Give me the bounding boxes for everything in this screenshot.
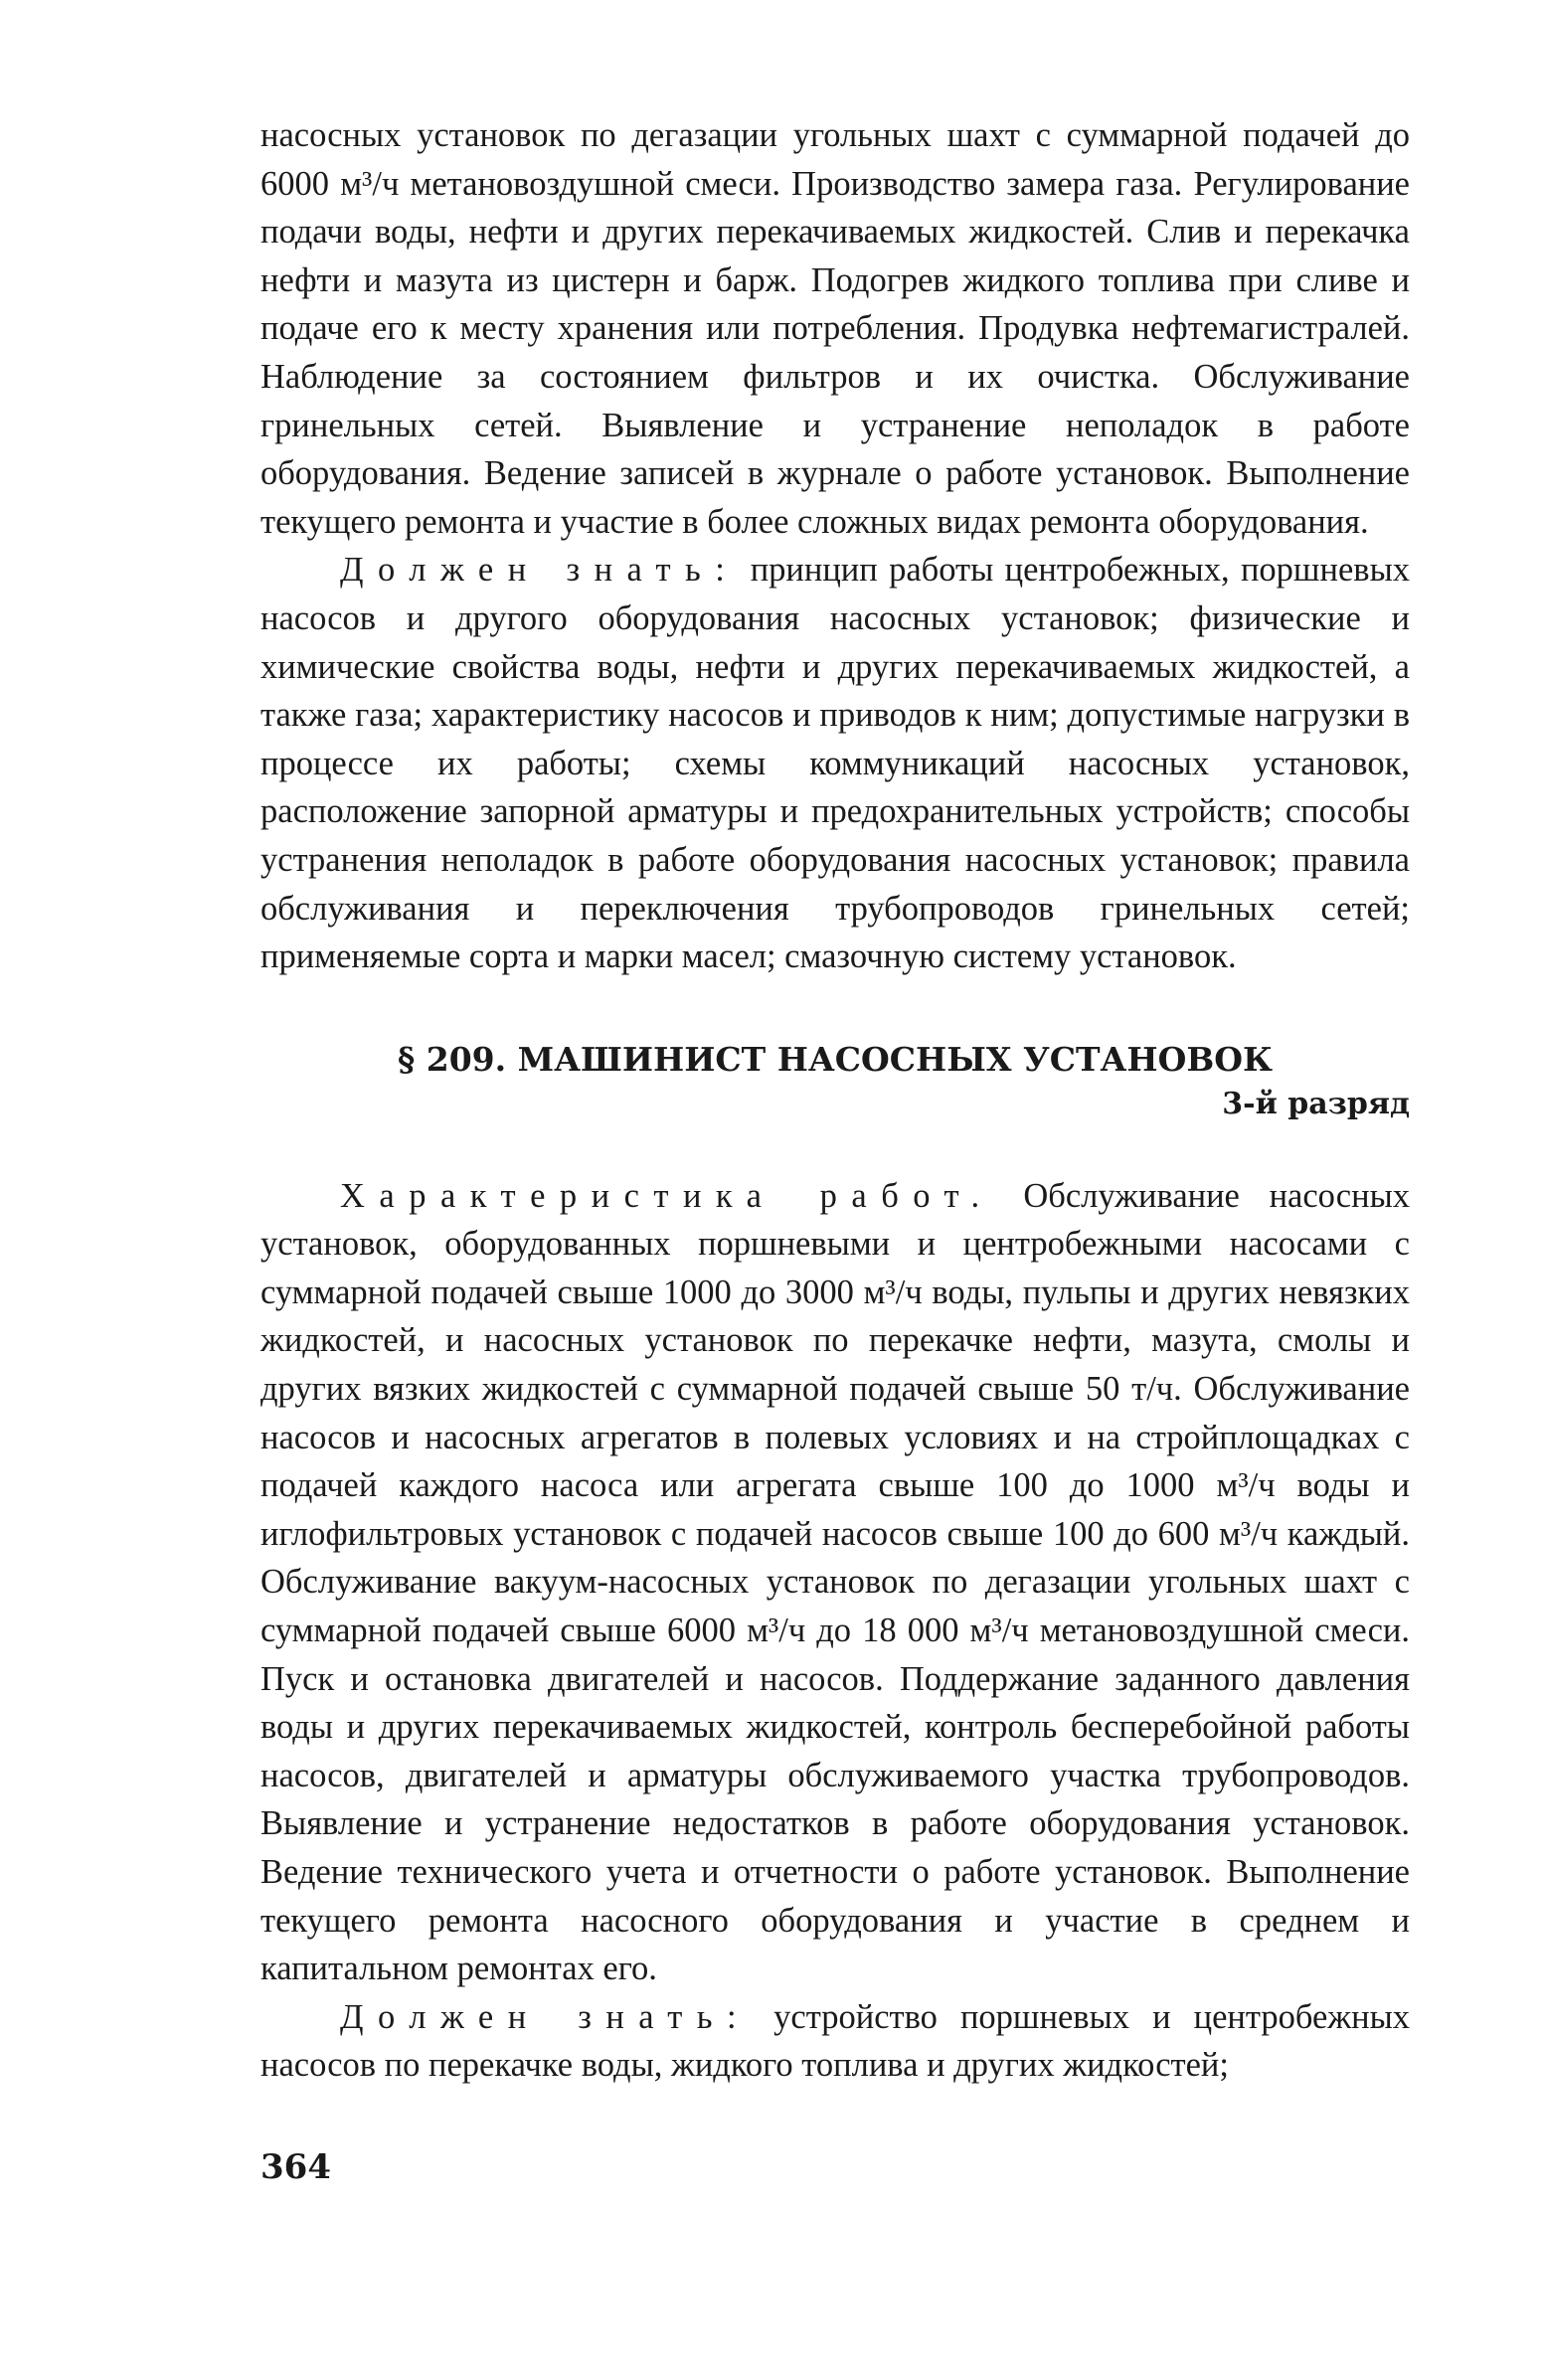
must-know-lead: Должен знать: [340, 551, 740, 590]
continuation-paragraph: насосных установок по дегазации угольных шахт с суммарной подачей до 6000 м³/ч метановоздушной смеси. Производство замера газа. Регулирование подачи воды, нефти и других перекачиваемых жидкостей. Слив и перекачка нефти и мазута из цистерн и барж. Подогрев жидкого топлива при сливе и подаче его к месту хранения или потребления. Продувка нефтемагистралей. Наблюдение за состоянием фильтров и их очистка. Обслуживание гринельных сетей. Выявление и устранение неполадок в работе оборудования. Ведение записей в журнале о работе установок. Выполнение текущего ремонта и участие в более сложных видах ремонта оборудования. [260, 116, 1410, 541]
work-characteristic-lead: Характеристика работ. [340, 1176, 994, 1215]
work-characteristic-paragraph [260, 1172, 1410, 1993]
section-must-know-text: устройство поршневых и центробежных насосов по перекачке воды, жидкого топлива и других жидкостей; [260, 1997, 1411, 2085]
must-know-text: принцип работы центробежных, поршневых насосов и другого оборудования насосных установок; физические и химические свойства воды, нефти и других перекачиваемых жидкостей, а также газа; характеристику насосов и приводов к ним; допустимые нагрузки в процессе их работы; схемы коммуникаций насосных установок, расположение запорной арматуры и предохранительных устройств; способы устранения неполадок в работе оборудования насосных установок; правила обслуживания и переключения трубопроводов гринельных сетей; применяемые сорта и марки масел; смазочную систему установок. [260, 551, 1410, 976]
section-must-know-lead: Должен знать: [340, 1997, 752, 2036]
page-number: 364 [260, 2146, 331, 2187]
section-heading: § 209. МАШИНИСТ НАСОСНЫХ УСТАНОВОК [397, 1039, 1274, 1079]
must-know-paragraph [260, 546, 1410, 980]
document-page [260, 111, 1410, 2189]
work-characteristic-text: Обслуживание насосных установок, оборудованных поршневыми и центробежными насосами с суммарной подачей свыше 1000 до 3000 м³/ч воды, пульпы и других невязких жидкостей, и насосных установок по перекачке нефти, мазута, смолы и других вязких жидкостей с суммарной подачей свыше 50 т/ч. Обслуживание насосов и насосных агрегатов в полевых условиях и на стройплощадках с подачей каждого насоса или агрегата свыше 100 до 1000 м³/ч воды и иглофильтровых установок с подачей насосов свыше 100 до 600 м³/ч каждый. Обслуживание вакуум-насосных установок по дегазации угольных шахт с суммарной подачей свыше 6000 м³/ч до 18 000 м³/ч метановоздушной смеси. Пуск и остановка двигателей и насосов. Поддержание заданного давления воды и других перекачиваемых жидкостей, контроль бесперебойной работы насосов, двигателей и арматуры обслуживаемого участка трубопроводов. Выявление и устранение недостатков в работе оборудования установок. Ведение технического учета и отчетности о работе установок. Выполнение текущего ремонта насосного оборудования и участие в среднем и капитальном ремонтах его. [260, 1176, 1411, 1988]
grade-label: 3-й разряд [1222, 1086, 1410, 1121]
section-must-know-paragraph [260, 1993, 1410, 2090]
